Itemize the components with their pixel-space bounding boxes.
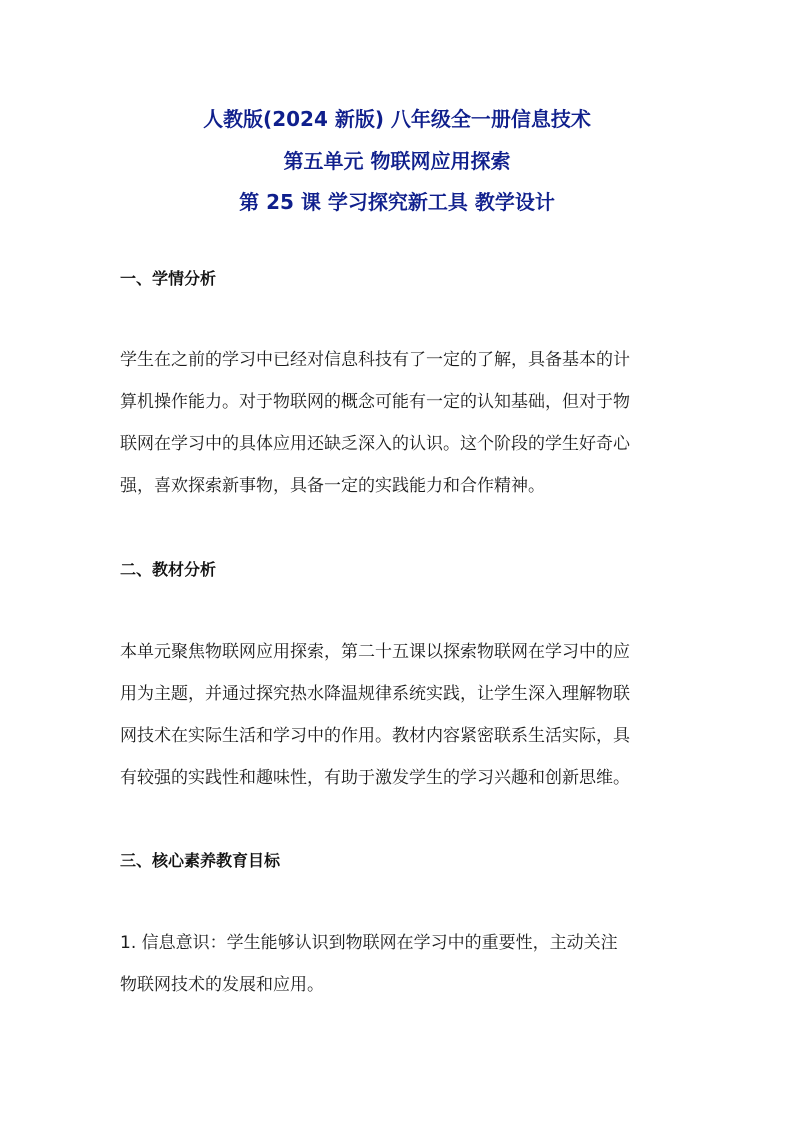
paragraph-textbook-analysis xyxy=(120,631,676,799)
paragraph-student-analysis xyxy=(120,339,676,507)
paragraph-line: 用为主题，并通过探究热水降温规律系统实践，让学生深入理解物联 xyxy=(120,684,630,704)
paragraph-line: 物联网技术的发展和应用。 xyxy=(120,975,324,995)
paragraph-line: 算机操作能力。对于物联网的概念可能有一定的认知基础，但对于物 xyxy=(120,392,630,412)
document-title-lesson: 第 25 课 学习探究新工具 教学设计 xyxy=(239,190,555,214)
paragraph-line: 1. 信息意识：学生能够认识到物联网在学习中的重要性，主动关注 xyxy=(120,933,618,953)
document-title-unit: 第五单元 物联网应用探索 xyxy=(283,149,511,173)
paragraph-line: 强，喜欢探索新事物，具备一定的实践能力和合作精神。 xyxy=(120,476,545,496)
section-heading-core-literacy-goals: 三、核心素养教育目标 xyxy=(120,851,281,870)
section-heading-textbook-analysis: 二、教材分析 xyxy=(120,560,217,579)
section-heading-student-analysis: 一、学情分析 xyxy=(120,269,217,288)
paragraph-line: 学生在之前的学习中已经对信息科技有了一定的了解，具备基本的计 xyxy=(120,350,630,370)
paragraph-line: 有较强的实践性和趣味性，有助于激发学生的学习兴趣和创新思维。 xyxy=(120,768,630,788)
document-title-course: 人教版(2024 新版) 八年级全一册信息技术 xyxy=(203,107,591,131)
paragraph-line: 联网在学习中的具体应用还缺乏深入的认识。这个阶段的学生好奇心 xyxy=(120,434,630,454)
paragraph-line: 本单元聚焦物联网应用探索，第二十五课以探索物联网在学习中的应 xyxy=(120,642,630,662)
paragraph-core-literacy-goals xyxy=(120,922,676,1006)
paragraph-line: 网技术在实际生活和学习中的作用。教材内容紧密联系生活实际，具 xyxy=(120,726,630,746)
